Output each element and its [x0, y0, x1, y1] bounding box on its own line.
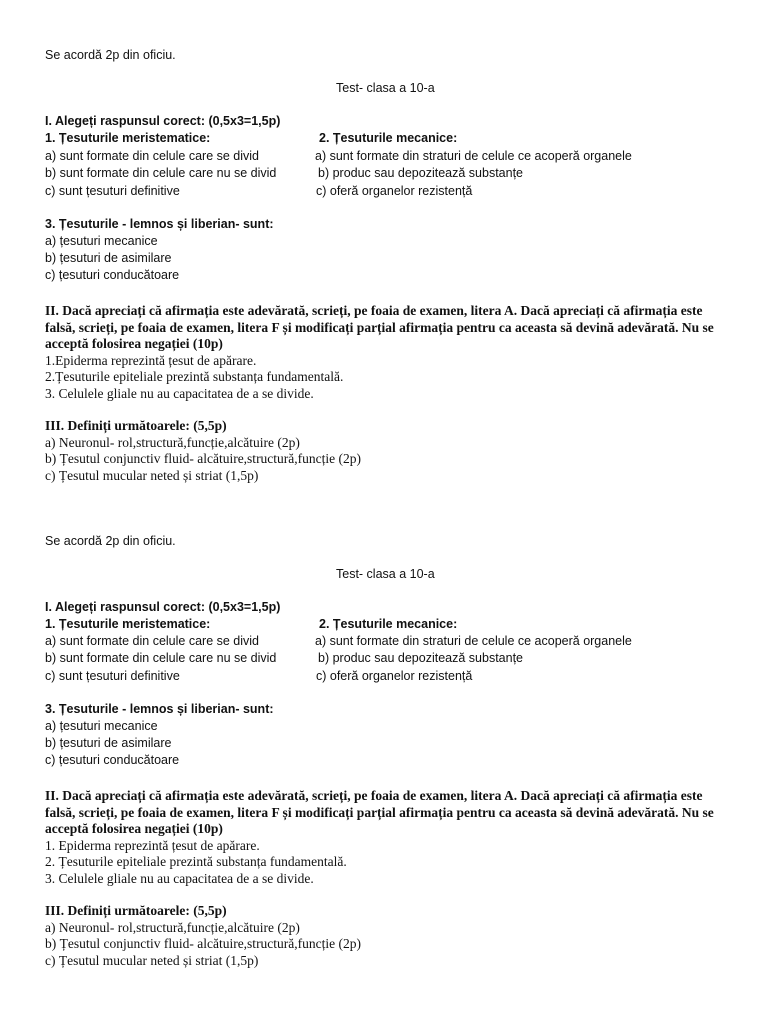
section-3-item-a: a) Neuronul- rol,structură,funcție,alcătuire (2p) — [45, 920, 300, 935]
section-2-item-1: 1.Epiderma reprezintă țesut de apărare. — [45, 353, 257, 368]
section-2-heading: II. Dacă apreciați că afirmația este adevărată, scrieți, pe foaia de examen, litera A. Dacă apreciați că afirmația este falsă, scrieți, pe foaia de examen, litera F și modificați parțial afirmația pentru ca aceasta să devină adevărată. Nu se acceptă folosirea negației (10p) — [45, 303, 714, 351]
question-2-option-c: c) oferă organelor rezistență — [316, 184, 473, 198]
question-2-option-c: c) oferă organelor rezistență — [316, 669, 473, 683]
question-3-option-a: a) țesuturi mecanice — [45, 719, 158, 733]
section-2-item-1: 1. Epiderma reprezintă țesut de apărare. — [45, 838, 260, 853]
section-3-item-a: a) Neuronul- rol,structură,funcție,alcătuire (2p) — [45, 435, 300, 450]
section-2-item-3: 3. Celulele gliale nu au capacitatea de a se divide. — [45, 386, 314, 401]
question-3-option-c: c) țesuturi conducătoare — [45, 753, 180, 767]
question-3-option-c: c) țesuturi conducătoare — [45, 268, 180, 282]
question-3-option-b: b) țesuturi de asimilare — [45, 736, 172, 750]
question-1-option-c: c) sunt țesuturi definitive — [45, 184, 180, 198]
question-2-option-a: a) sunt formate din straturi de celule ce acoperă organele — [315, 149, 632, 163]
section-2-item-2: 2. Țesuturile epiteliale prezintă substanța fundamentală. — [45, 854, 347, 869]
question-2-option-a: a) sunt formate din straturi de celule ce acoperă organele — [315, 634, 632, 648]
question-2-option-b: b) produc sau depozitează substanțe — [318, 651, 523, 665]
section-3-item-b: b) Țesutul conjunctiv fluid- alcătuire,structură,funcție (2p) — [45, 451, 362, 466]
oficiu-note: Se acordă 2p din oficiu. — [45, 48, 176, 62]
section-3-heading: III. Definiți următoarele: (5,5p) — [45, 903, 227, 918]
question-2-option-b: b) produc sau depozitează substanțe — [318, 166, 523, 180]
section-3-item-b: b) Țesutul conjunctiv fluid- alcătuire,structură,funcție (2p) — [45, 936, 362, 951]
question-1-title: 1. Țesuturile meristematice: — [45, 617, 211, 631]
test-title: Test- clasa a 10-a — [336, 81, 435, 95]
section-1-heading: I. Alegeți raspunsul corect: (0,5x3=1,5p) — [45, 114, 281, 128]
section-2-item-2: 2.Țesuturile epiteliale prezintă substanța fundamentală. — [45, 369, 344, 384]
question-3-title: 3. Țesuturile - lemnos și liberian- sunt: — [45, 217, 274, 231]
test-title: Test- clasa a 10-a — [336, 567, 435, 581]
section-2-item-3: 3. Celulele gliale nu au capacitatea de a se divide. — [45, 871, 314, 886]
question-1-option-b: b) sunt formate din celule care nu se divid — [45, 651, 277, 665]
question-3-title: 3. Țesuturile - lemnos și liberian- sunt: — [45, 702, 274, 716]
question-1-option-a: a) sunt formate din celule care se divid — [45, 634, 259, 648]
question-2-title: 2. Țesuturile mecanice: — [319, 131, 458, 145]
question-1-option-b: b) sunt formate din celule care nu se divid — [45, 166, 277, 180]
question-3-option-a: a) țesuturi mecanice — [45, 234, 158, 248]
question-1-option-c: c) sunt țesuturi definitive — [45, 669, 180, 683]
section-3-item-c: c) Țesutul mucular neted și striat (1,5p) — [45, 953, 259, 968]
oficiu-note: Se acordă 2p din oficiu. — [45, 534, 176, 548]
question-1-title: 1. Țesuturile meristematice: — [45, 131, 211, 145]
section-1-heading: I. Alegeți raspunsul corect: (0,5x3=1,5p) — [45, 600, 281, 614]
question-3-option-b: b) țesuturi de asimilare — [45, 251, 172, 265]
question-2-title: 2. Țesuturile mecanice: — [319, 617, 458, 631]
section-2-heading: II. Dacă apreciați că afirmația este adevărată, scrieți, pe foaia de examen, litera A. Dacă apreciați că afirmația este falsă, scrieți, pe foaia de examen, litera F și modificați parțial afirmația pentru ca aceasta să devină adevărată. Nu se acceptă folosirea negației (10p) — [45, 788, 714, 836]
question-1-option-a: a) sunt formate din celule care se divid — [45, 149, 259, 163]
section-3-item-c: c) Țesutul mucular neted și striat (1,5p) — [45, 468, 259, 483]
section-3-heading: III. Definiți următoarele: (5,5p) — [45, 418, 227, 433]
